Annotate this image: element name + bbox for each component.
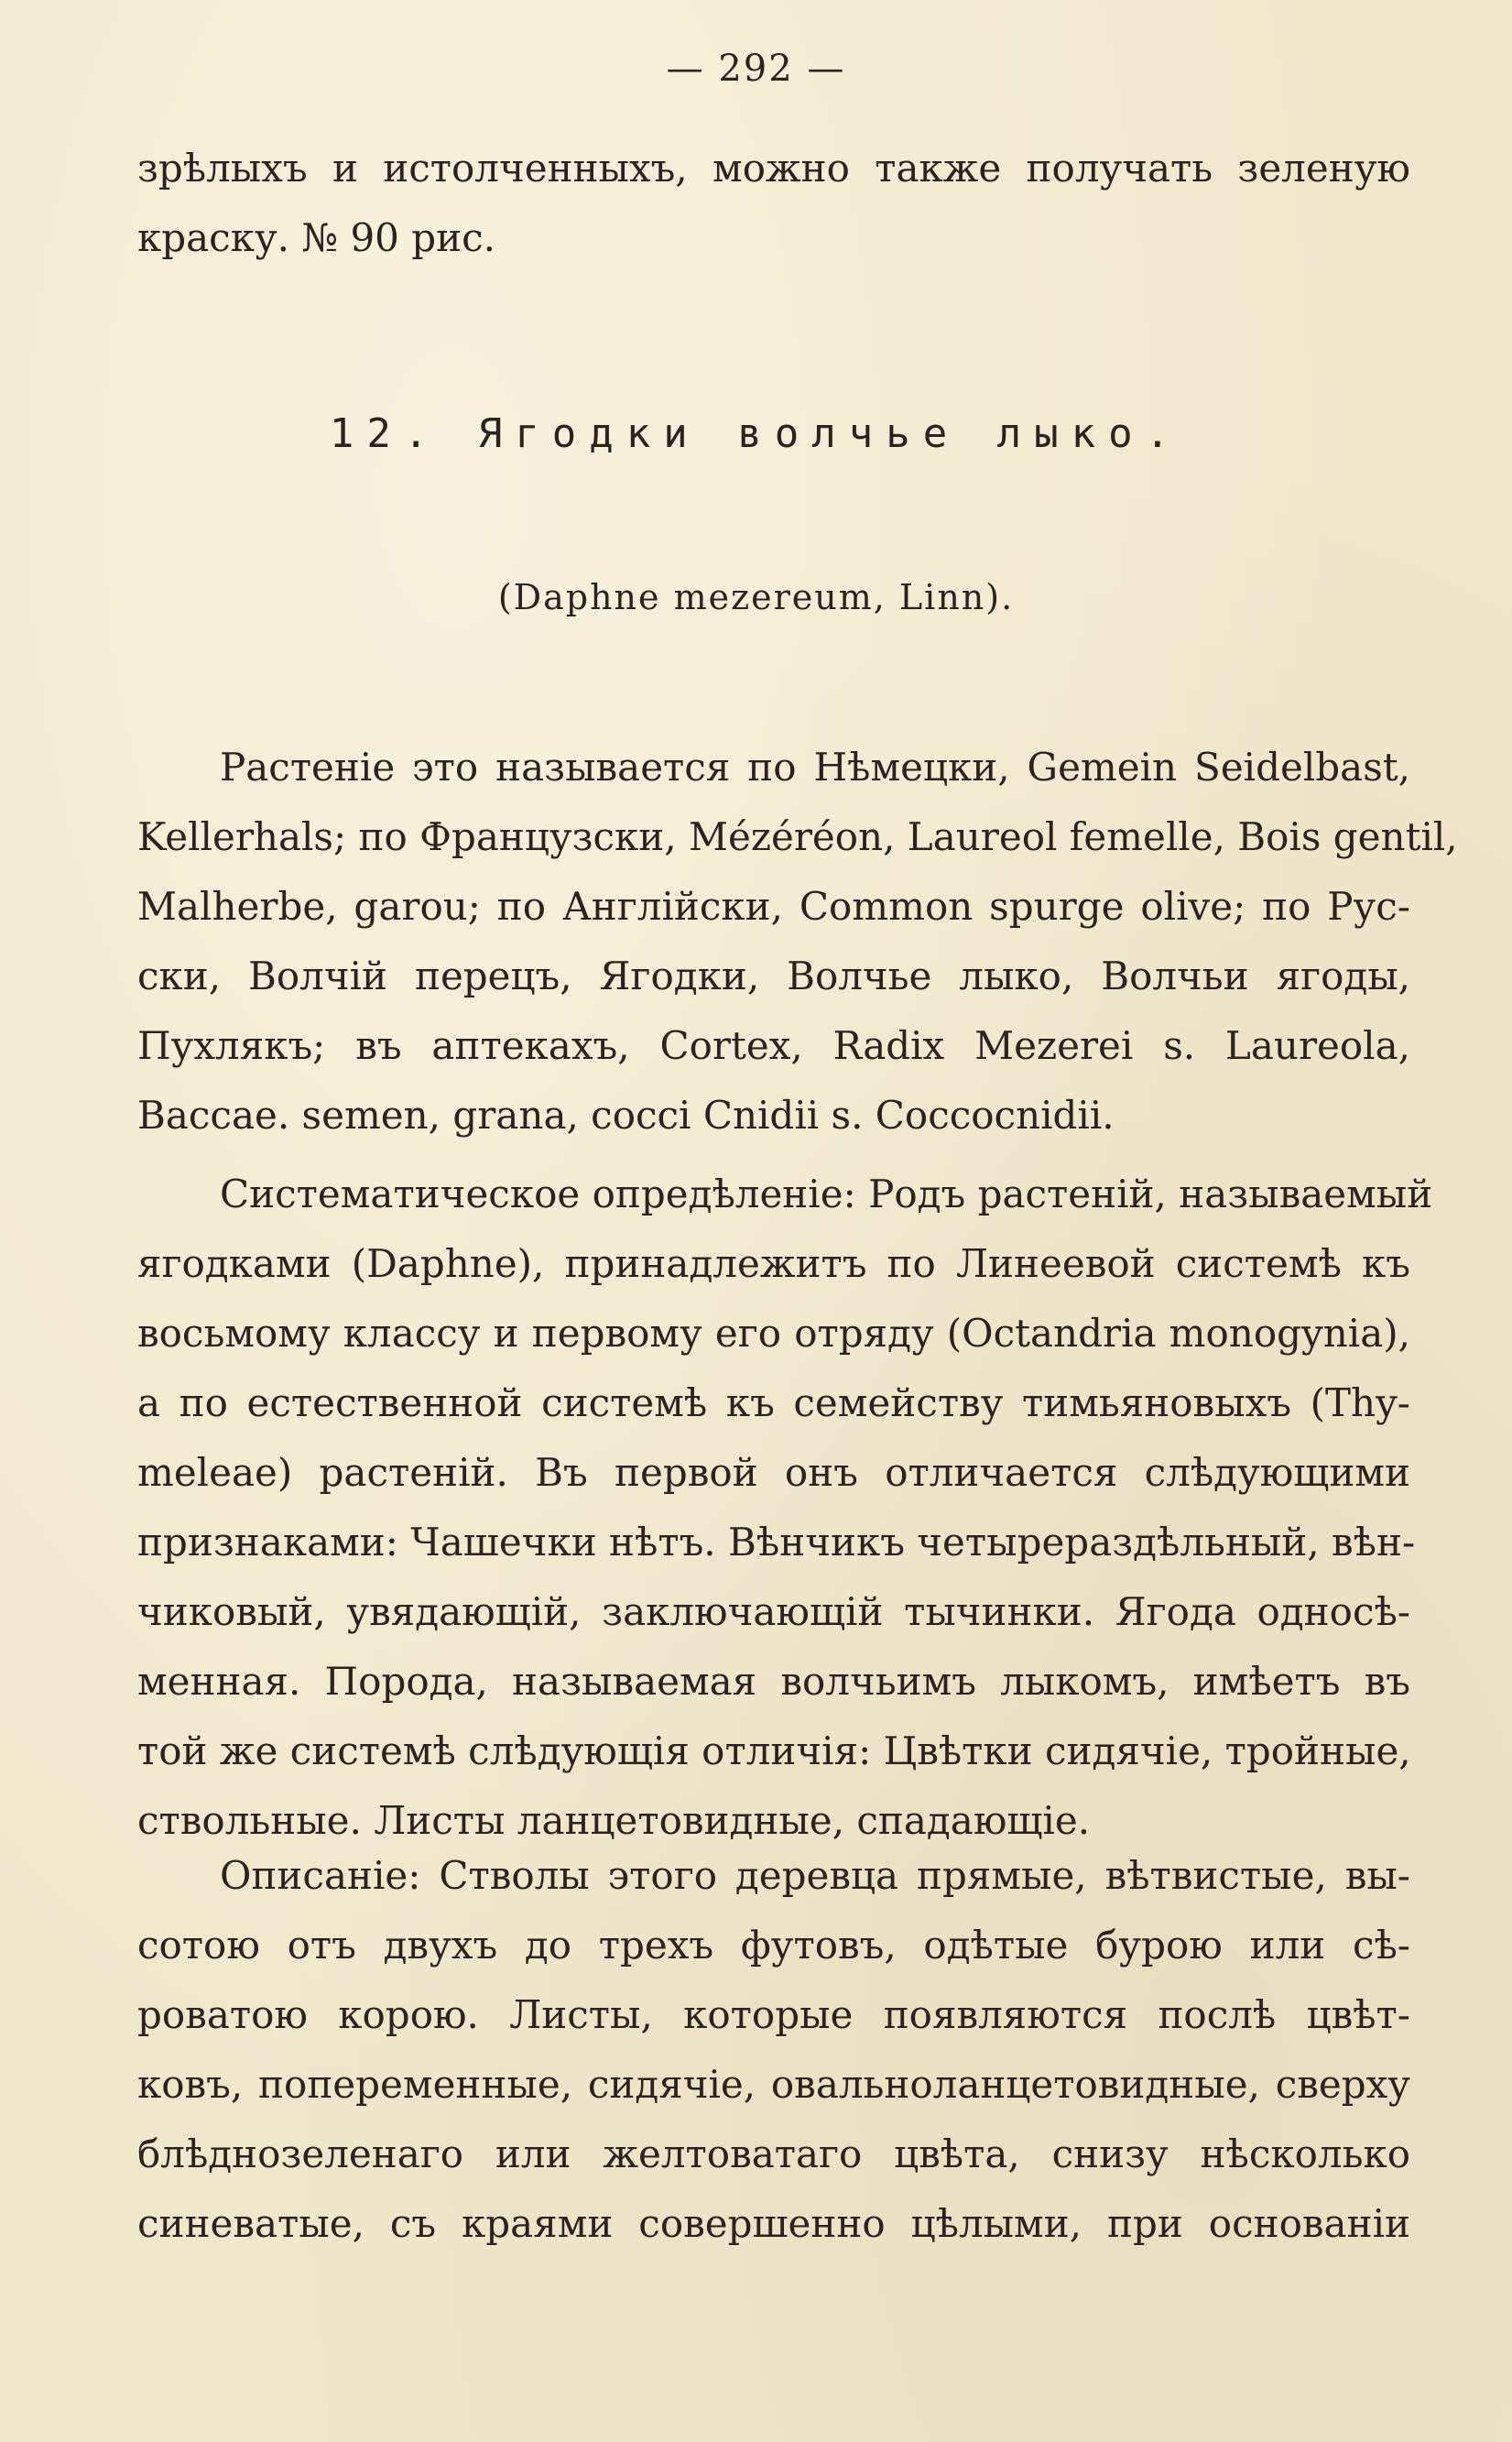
section-heading: 12. Ягодки волчье лыко. <box>329 410 1183 457</box>
latin-name: (Daphne mezereum, Linn). <box>497 577 1015 617</box>
text-line: краску. № 90 рис. <box>137 215 496 260</box>
text-line: Malherbe, garou; по Англійски, Common spurge olive; по Рус- <box>137 884 1410 929</box>
text-line: ствольные. Листы ланцетовидные, спадающіе. <box>137 1798 1091 1843</box>
text-line: Baccae. semen, grana, cocci Cnidii s. Coccocnidii. <box>137 1093 1115 1138</box>
text-line: чиковый, увядающій, заключающій тычинки. Ягода односѣ- <box>137 1589 1410 1634</box>
text-line: ковъ, попеременные, сидячіе, овальноланцетовидные, сверху <box>137 2062 1410 2107</box>
text-line: блѣднозеленаго или желтоватаго цвѣта, снизу нѣсколько <box>137 2131 1410 2176</box>
paragraph-names <box>137 733 1458 1150</box>
text-line: менная. Порода, называемая волчьимъ лыкомъ, имѣетъ въ <box>137 1659 1410 1704</box>
text-line: сотою отъ двухъ до трехъ футовъ, одѣтые бурою или сѣ- <box>137 1923 1410 1968</box>
paragraph-classification <box>137 1160 1433 1856</box>
text-line: Пухлякъ; въ аптекахъ, Cortex, Radix Mezerei s. Laureola, <box>137 1023 1410 1068</box>
text-line: Систематическое опредѣленіе: Родъ растеній, называемый <box>220 1172 1433 1216</box>
text-line: а по естественной системѣ къ семейству тимьяновыхъ (Thy- <box>137 1380 1410 1425</box>
text-line: ягодками (Daphne), принадлежитъ по Линеевой системѣ къ <box>137 1241 1410 1286</box>
text-line: Описаніе: Стволы этого деревца прямые, вѣтвистые, вы- <box>220 1853 1410 1898</box>
paragraph-description <box>137 1841 1410 2259</box>
page-number: — 292 — <box>666 48 846 90</box>
text-line: зрѣлыхъ и истолченныхъ, можно также получать зеленую <box>137 146 1410 191</box>
text-line: синеватые, съ краями совершенно цѣлыми, при основаніи <box>137 2201 1410 2246</box>
text-line: роватою корою. Листы, которые появляются послѣ цвѣт- <box>137 1992 1410 2037</box>
text-line: Растеніе это называется по Нѣмецки, Gemein Seidelbast, <box>220 745 1410 790</box>
text-line: ски, Волчій перецъ, Ягодки, Волчье лыко, Волчьи ягоды, <box>137 954 1410 998</box>
text-line: восьмому классу и первому его отряду (Octandria monogynia), <box>137 1311 1410 1356</box>
paragraph-continuation <box>137 134 1410 273</box>
text-line: той же системѣ слѣдующія отличія: Цвѣтки сидячіе, тройные, <box>137 1728 1411 1773</box>
text-line: meleae) растеній. Въ первой онъ отличается слѣдующими <box>137 1450 1410 1495</box>
text-line: Kellerhals; по Французски, Mézéréon, Laureol femelle, Bois gentil, <box>137 814 1458 859</box>
text-line: признаками: Чашечки нѣтъ. Вѣнчикъ четырераздѣльный, вѣн- <box>137 1520 1416 1564</box>
